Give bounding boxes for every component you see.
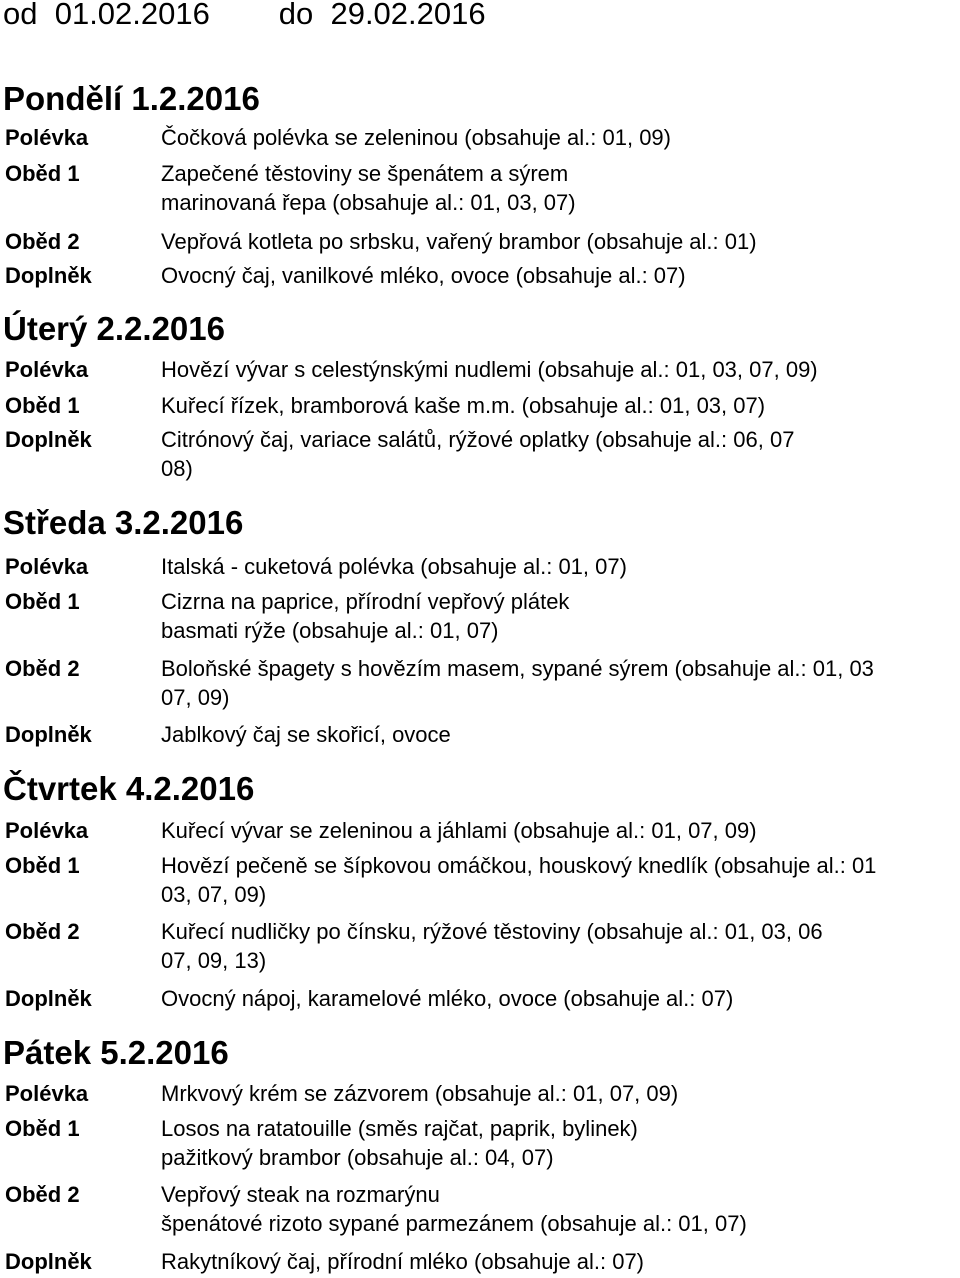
dish-text bbox=[161, 655, 957, 712]
label-lunch-2: Oběd 2 bbox=[5, 919, 80, 944]
label-extra: Doplněk bbox=[5, 986, 92, 1011]
dish-line: Kuřecí nudličky po čínsku, rýžové těstoviny (obsahuje al.: 01, 03, 06 bbox=[161, 919, 823, 944]
dish-line: 07, 09, 13) bbox=[161, 947, 267, 973]
dish-text bbox=[161, 1248, 957, 1277]
dish-text bbox=[161, 160, 957, 217]
dish-line: Cizrna na paprice, přírodní vepřový plátek bbox=[161, 589, 570, 614]
dish-line: Hovězí vývar s celestýnskými nudlemi (obsahuje al.: 01, 03, 07, 09) bbox=[161, 357, 818, 382]
date-range: od 01.02.2016 do 29.02.2016 bbox=[3, 0, 486, 31]
dish-text bbox=[161, 1115, 957, 1172]
label-extra: Doplněk bbox=[5, 722, 92, 747]
dish-line: Vepřová kotleta po srbsku, vařený brambor (obsahuje al.: 01) bbox=[161, 229, 757, 254]
dish-text bbox=[161, 262, 957, 291]
dish-line: pažitkový brambor (obsahuje al.: 04, 07) bbox=[161, 1144, 554, 1170]
dish-text bbox=[161, 426, 957, 483]
label-lunch-1: Oběd 1 bbox=[5, 393, 80, 418]
label-extra: Doplněk bbox=[5, 427, 92, 452]
dish-text bbox=[161, 228, 957, 257]
label-lunch-1: Oběd 1 bbox=[5, 1116, 80, 1141]
label-lunch-2: Oběd 2 bbox=[5, 1182, 80, 1207]
dish-text bbox=[161, 553, 957, 582]
dish-text bbox=[161, 124, 957, 153]
dish-line: Vepřový steak na rozmarýnu bbox=[161, 1182, 440, 1207]
dish-line: Ovocný čaj, vanilkové mléko, ovoce (obsahuje al.: 07) bbox=[161, 263, 686, 288]
label-lunch-1: Oběd 1 bbox=[5, 853, 80, 878]
dish-text bbox=[161, 817, 957, 846]
label-lunch-1: Oběd 1 bbox=[5, 589, 80, 614]
dish-line: 03, 07, 09) bbox=[161, 881, 267, 907]
dish-text bbox=[161, 721, 957, 750]
dish-line: Jablkový čaj se skořicí, ovoce bbox=[161, 722, 451, 747]
day-title-thursday: Čtvrtek 4.2.2016 bbox=[3, 770, 255, 807]
label-soup: Polévka bbox=[5, 357, 89, 382]
label-lunch-1: Oběd 1 bbox=[5, 161, 80, 186]
dish-line: špenátové rizoto sypané parmezánem (obsahuje al.: 01, 07) bbox=[161, 1210, 747, 1236]
dish-text bbox=[161, 356, 957, 385]
label-soup: Polévka bbox=[5, 1081, 89, 1106]
label-soup: Polévka bbox=[5, 554, 89, 579]
dish-line: Kuřecí řízek, bramborová kaše m.m. (obsahuje al.: 01, 03, 07) bbox=[161, 393, 766, 418]
day-title-monday: Pondělí 1.2.2016 bbox=[3, 80, 260, 117]
dish-text bbox=[161, 392, 957, 421]
dish-line: Citrónový čaj, variace salátů, rýžové oplatky (obsahuje al.: 06, 07 bbox=[161, 427, 795, 452]
dish-text bbox=[161, 985, 957, 1014]
dish-line: Kuřecí vývar se zeleninou a jáhlami (obsahuje al.: 01, 07, 09) bbox=[161, 818, 757, 843]
label-lunch-2: Oběd 2 bbox=[5, 229, 80, 254]
label-lunch-2: Oběd 2 bbox=[5, 656, 80, 681]
day-title-wednesday: Středa 3.2.2016 bbox=[3, 504, 244, 541]
day-title-tuesday: Úterý 2.2.2016 bbox=[3, 310, 225, 347]
dish-text bbox=[161, 588, 957, 645]
dish-line: marinovaná řepa (obsahuje al.: 01, 03, 07) bbox=[161, 189, 576, 215]
label-extra: Doplněk bbox=[5, 1249, 92, 1274]
day-title-friday: Pátek 5.2.2016 bbox=[3, 1034, 229, 1071]
dish-line: 08) bbox=[161, 455, 193, 481]
dish-text bbox=[161, 852, 957, 909]
label-extra: Doplněk bbox=[5, 263, 92, 288]
dish-line: Italská - cuketová polévka (obsahuje al.: 01, 07) bbox=[161, 554, 627, 579]
dish-line: Boloňské špagety s hovězím masem, sypané sýrem (obsahuje al.: 01, 03 bbox=[161, 656, 874, 681]
dish-line: Hovězí pečeně se šípkovou omáčkou, houskový knedlík (obsahuje al.: 01 bbox=[161, 853, 877, 878]
dish-line: Zapečené těstoviny se špenátem a sýrem bbox=[161, 161, 569, 186]
dish-text bbox=[161, 1080, 957, 1109]
label-soup: Polévka bbox=[5, 818, 89, 843]
dish-text bbox=[161, 1181, 957, 1238]
label-soup: Polévka bbox=[5, 125, 89, 150]
dish-line: Rakytníkový čaj, přírodní mléko (obsahuje al.: 07) bbox=[161, 1249, 645, 1274]
dish-line: 07, 09) bbox=[161, 684, 230, 710]
dish-line: basmati rýže (obsahuje al.: 01, 07) bbox=[161, 617, 499, 643]
dish-line: Čočková polévka se zeleninou (obsahuje al.: 01, 09) bbox=[161, 125, 671, 150]
dish-text bbox=[161, 918, 957, 975]
dish-line: Losos na ratatouille (směs rajčat, paprik, bylinek) bbox=[161, 1116, 638, 1141]
dish-line: Mrkvový krém se zázvorem (obsahuje al.: 01, 07, 09) bbox=[161, 1081, 679, 1106]
dish-line: Ovocný nápoj, karamelové mléko, ovoce (obsahuje al.: 07) bbox=[161, 986, 734, 1011]
